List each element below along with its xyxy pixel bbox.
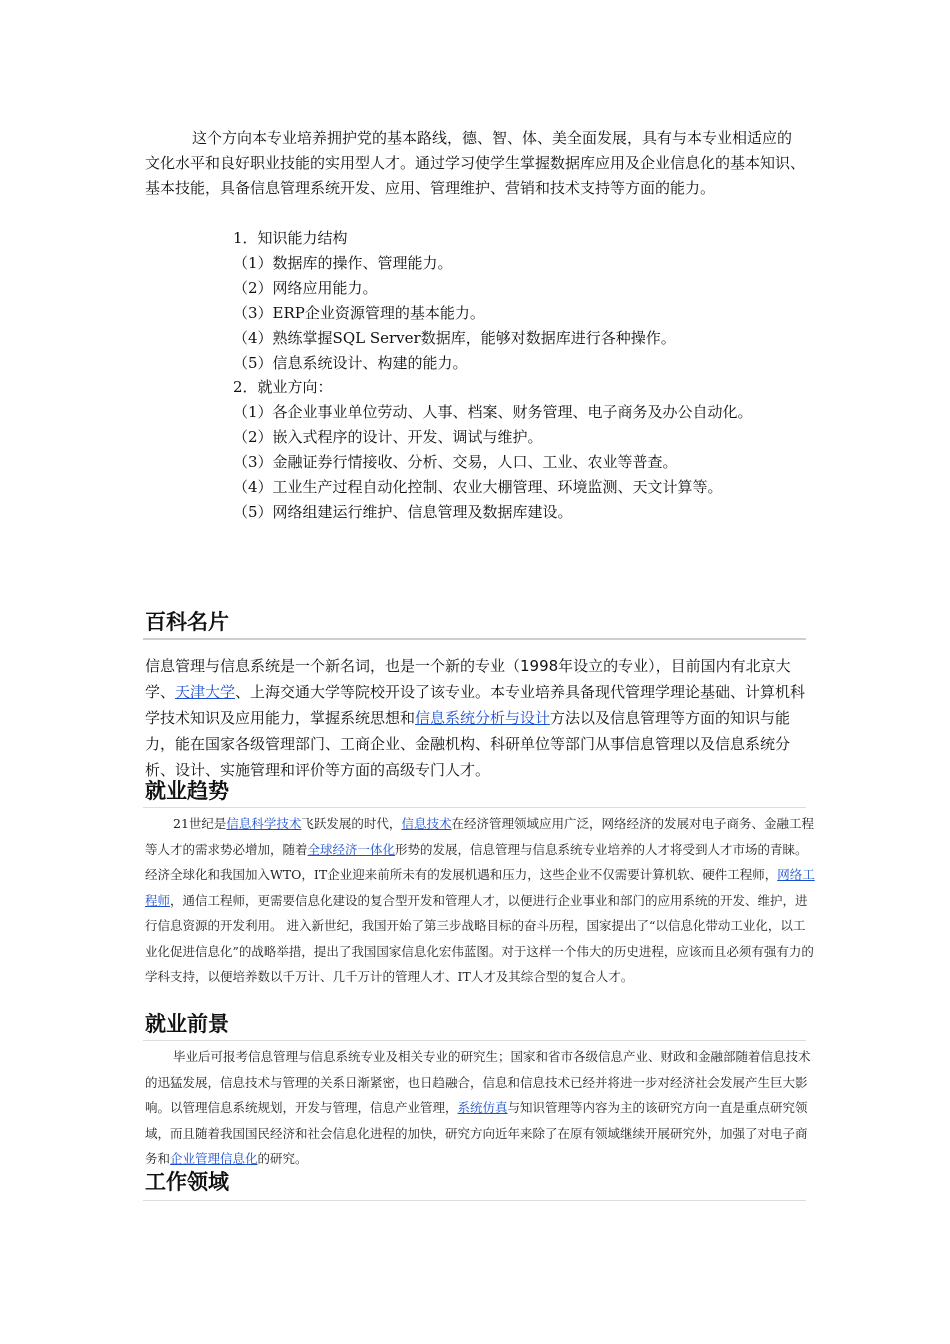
list-item: （4）熟练掌握SQL Server数据库，能够对数据库进行各种操作。: [233, 329, 676, 347]
list-item: （5）网络组建运行维护、信息管理及数据库建设。: [233, 503, 573, 521]
intro-paragraph: 这个方向本专业培养拥护党的基本路线，德、智、体、美全面发展，具有与本专业相适应的文化水平和良好职业技能的实用型人才。通过学习使学生掌握数据库应用及企业信息化的基本知识、基本技能，具备信息管理系统开发、应用、管理维护、营销和技术支持等方面的能力。: [145, 129, 806, 197]
link-enterprise-management-informatization[interactable]: 企业管理信息化: [170, 1151, 258, 1166]
heading-divider: [143, 1200, 806, 1201]
link-info-system-analysis-design[interactable]: 信息系统分析与设计: [415, 709, 551, 727]
link-info-tech[interactable]: 信息技术: [401, 816, 452, 831]
text-span: 形势的发展，信息管理与信息系统专业培养的人才将受到人才市场的青睐。 经济全球化和我国加入WTO，IT企业迎来前所未有的发展机遇和压力，这些企业不仅需要计算机软、硬件工程师，: [145, 841, 808, 882]
list-item: 2．就业方向：: [233, 378, 333, 396]
text-span: 毕业后可报考信息管理与信息系统专业及相关专业的研究生；国家和省市各级信息产业、财政和金融部随着信息技术的迅猛发展，信息技术与管理的关系日渐紧密，也日趋融合，信息和信息技术已经并将进一步对经济社会发展产生巨大影响。以管理信息系统规划，开发与管理，信息产业管理，: [145, 1049, 811, 1115]
heading-divider: [143, 1040, 806, 1041]
baike-heading: 百科名片: [145, 610, 229, 634]
knowledge-ability-list: [233, 226, 676, 376]
trend-paragraph: [145, 811, 815, 990]
link-system-simulation[interactable]: 系统仿真: [457, 1100, 508, 1115]
text-span: 在经济管理领域应用广泛，网络经济的发展对电子商务、金融工程等人才的需求势必增加，随着: [145, 816, 814, 857]
heading-divider: [143, 807, 806, 808]
text-span: 21世纪是: [173, 816, 227, 831]
list-item: （3）ERP企业资源管理的基本能力。: [233, 304, 485, 322]
list-item: （2）嵌入式程序的设计、开发、调试与维护。: [233, 428, 543, 446]
text-span: 的研究。: [257, 1151, 308, 1166]
prospect-paragraph: [145, 1044, 815, 1172]
link-info-science-tech[interactable]: 信息科学技术: [226, 816, 302, 831]
prospect-heading: 就业前景: [145, 1012, 229, 1036]
trend-heading: 就业趋势: [145, 779, 229, 803]
list-item: 1．知识能力结构: [233, 229, 348, 247]
list-item: （4）工业生产过程自动化控制、农业大棚管理、环境监测、天文计算等。: [233, 478, 723, 496]
list-item: （2）网络应用能力。: [233, 279, 378, 297]
text-span: ，通信工程师，更需要信息化建设的复合型开发和管理人才，以便进行企业事业和部门的应用系统的开发、维护，进行信息资源的开发利用。 进入新世纪，我国开始了第三步战略目标的奋斗历程，国家提出了“以信息化带动工业化，以工业化促进信息化”的战略举措，提出了我国国家信息化宏伟蓝图。对于这样一个伟大的历史进程，应该而且必须有强有力的学科支持，以便培养数以千万计、几千万计的管理人才、IT人才及其综合型的复合人才。: [145, 892, 814, 984]
list-item: （5）信息系统设计、构建的能力。: [233, 354, 468, 372]
text-span: 信息管理与信息系统是一个新名词，也是一个新的专业（1998年设立的专业），目前国内有北京大学、: [145, 657, 791, 701]
link-network-engineer[interactable]: 网络工程师: [145, 867, 815, 908]
link-global-economic-integration[interactable]: 全球经济一体化: [307, 841, 396, 857]
text-span: 、上海交通大学等院校开设了该专业。本专业培养具备现代管理学理论基础、计算机科学技术知识及应用能力，掌握系统思想和: [145, 683, 806, 727]
link-tianjin-university[interactable]: 天津大学: [175, 683, 236, 701]
text-span: 与知识管理等内容为主的该研究方向一直是重点研究领域，而且随着我国国民经济和社会信息化进程的加快，研究方向近年来除了在原有领域继续开展研究外，加强了对电子商务和: [145, 1100, 808, 1166]
heading-divider: [143, 638, 806, 640]
text-span: 飞跃发展的时代，: [301, 816, 402, 831]
list-item: （1）数据库的操作、管理能力。: [233, 254, 453, 272]
list-item: （3）金融证券行情接收、分析、交易，人口、工业、农业等普查。: [233, 453, 678, 471]
work-heading: 工作领域: [145, 1170, 229, 1194]
employment-direction-list: [233, 375, 753, 525]
intro-section: [145, 126, 805, 201]
list-item: （1）各企业事业单位劳动、人事、档案、财务管理、电子商务及办公自动化。: [233, 403, 753, 421]
text-span: 方法以及信息管理等方面的知识与能力，能在国家各级管理部门、工商企业、金融机构、科研单位等部门从事信息管理以及信息系统分析、设计、实施管理和评价等方面的高级专门人才。: [145, 709, 791, 779]
baike-paragraph: [145, 653, 810, 783]
